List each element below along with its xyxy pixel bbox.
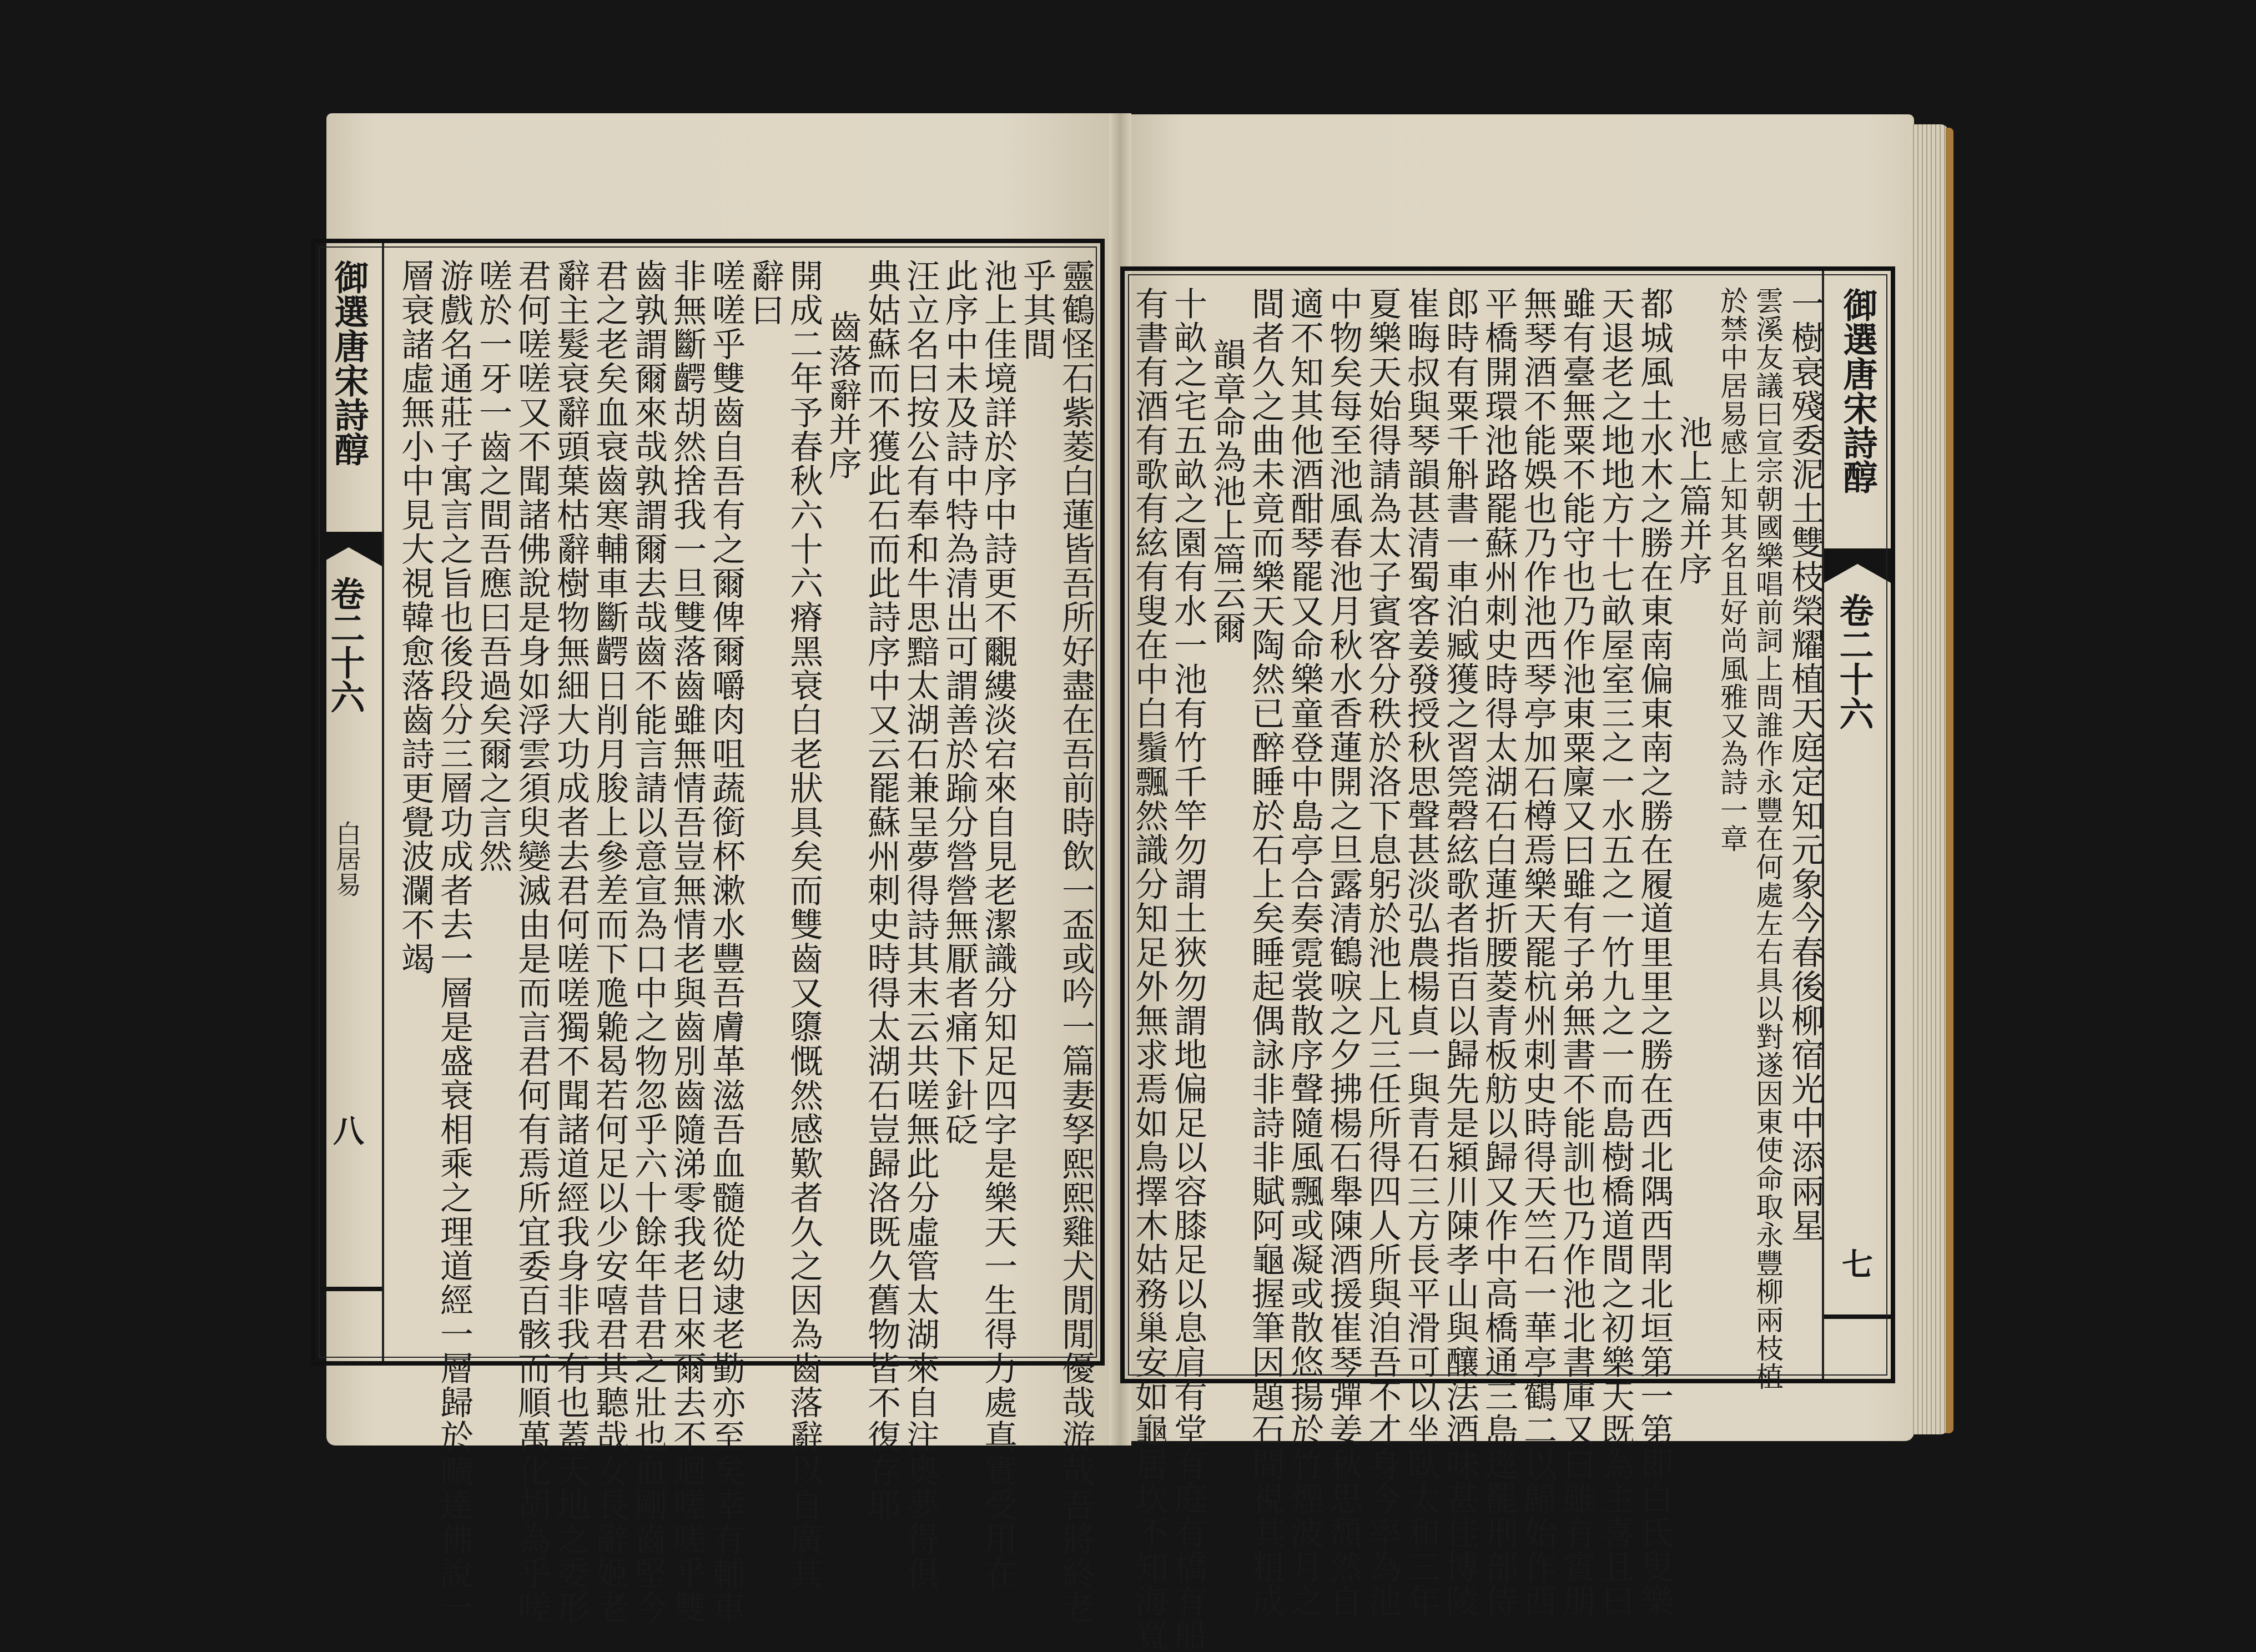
spine-title: 御選唐宋詩醇 (1837, 288, 1878, 494)
fishtail-mark (315, 532, 382, 566)
text-column: 嗟於一牙一齒之間吾應曰吾過矣爾之言然 (474, 259, 512, 873)
text-column: 非無斷齶胡然捨我一旦雙落齒雖無情吾豈無情老與齒別齒隨涕零我老日來爾去不迴嗟嗟乎雙 (668, 259, 707, 1624)
text-column: 乎其間 (1018, 259, 1056, 361)
text-column: 韻章命為池上篇云爾 (1207, 338, 1246, 645)
text-column: 都城風土水木之勝在東南偏東南之勝在履道里里之勝在西北隅西閈北垣第一第即白氏叟樂 (1635, 286, 1674, 1618)
spine-rule (1824, 1314, 1891, 1319)
spine-rule (315, 1287, 382, 1291)
spine-title: 御選唐宋詩醇 (329, 260, 369, 466)
cover-edge (1946, 128, 1953, 1433)
text-column: 汪立名曰按公有奉和牛思黯太湖石兼呈夢得詩其末云共嗟無此分虛管太湖來自注奧夢得俱 (901, 259, 940, 1590)
text-column: 齒孰謂爾來哉孰謂爾去哉齒不能言請以意宣為口中之物忽乎六十餘年昔君之壯也血剛齒堅今 (629, 259, 668, 1624)
left-text-frame (311, 239, 1105, 1624)
text-column: 平橋開環池路罷蘇州刺史時得太湖石白蓮折腰菱青板舫以歸又作中高橋通三島逕罷刑部侍 (1479, 286, 1518, 1618)
fishtail-mark (1824, 548, 1891, 583)
text-column: 郎時有粟千斛書一車泊臧獲之習筦磬絃歌者指百以歸先是潁川陳孝山與釀法酒味甚佳博陵 (1441, 286, 1479, 1618)
text-column-heading: 齒落辭并序 (823, 310, 862, 481)
text-column: 層衰諸虛無小中見大視韓愈落齒詩更覺波瀾不竭 (396, 259, 435, 976)
text-column: 有書有酒有歌有絃有叟在中白鬚飄然識分知足外無求焉如鳥擇木姑務巢安如龜居坎不知海寬 (1130, 286, 1169, 1652)
spine-volume: 卷二十六 (1834, 593, 1874, 731)
text-column: 辭曰 (746, 259, 784, 327)
text-column: 雲溪友議曰宣宗朝國樂唱前詞上問誰作永豐在何處左右具以對遂因東使命取永豐柳兩枝植 (1751, 286, 1784, 1391)
spine-page-number: 七 (1837, 1248, 1874, 1279)
text-column: 君之老矣血衰齒寒輔車斷齶日削月朘上參差而下卼臲曷若何足以少安嘻君其聽哉女長辭姬老 (590, 259, 629, 1624)
text-column: 辭主髮衰辭頭葉枯辭樹物無細大功成者去君何嗟嗟獨不聞諸道經我身非我有也蓋天地之委形 (551, 259, 590, 1624)
text-column: 雖有臺無粟不能守也乃作池東粟廩又曰雖有子弟無書不能訓也乃作池北書庫又曰雖有賓朋 (1557, 286, 1596, 1618)
text-column: 此序中未及詩中特為清出可謂善於踰分營營無厭者痛下針砭 (940, 259, 979, 1146)
right-text-frame (1120, 266, 1895, 1652)
text-column: 無琴酒不能娛也乃作池西琴亭加石樽焉樂天罷杭州刺史時得天竺石一華亭鶴二以歸始作西 (1518, 286, 1557, 1618)
text-column: 池上佳境詳於序中詩更不覼縷淡宕來自見老潔識分知足四字是樂天一生得力處真實受用在 (979, 259, 1018, 1590)
text-column: 中物矣每至池風春池月秋水香蓮開之旦露清鶴唳之夕拂楊石舉陳酒援崔琴彈姜秋思頹然自 (1324, 286, 1363, 1618)
spine-page-number: 八 (328, 1115, 365, 1146)
text-column: 一樹衰殘委泥土雙枝榮耀植天庭定知元象今春後柳宿光中添兩星 (1786, 286, 1825, 1242)
left-spine-strip (315, 243, 384, 1361)
text-column: 君何嗟嗟又不聞諸佛說是身如浮雲須臾變滅由是而言君何有焉所宜委百骸而順萬化胡為乎嗟 (512, 259, 551, 1624)
text-column: 開成二年予春秋六十六瘠黑衰白老狀具矣而雙齒又隳慨然感歎者久之因為齒落辭以自廣其 (784, 259, 823, 1590)
text-column: 天退老之地地方十七畝屋室三之一水五之一竹九之一而島樹橋道間之初樂天既為主喜且曰 (1596, 286, 1635, 1618)
text-column: 嗟嗟乎雙齒自吾有之爾俾爾嚼肉咀蔬銜杯漱水豐吾膚革滋吾血髓從幼逮老勤亦至矣幸有輔車 (707, 259, 746, 1624)
spine-author: 白居易 (332, 820, 362, 897)
text-column: 夏樂天始得請為太子賓客分秩於洛下息躬於池上凡三任所得四人所與洎吾不才身今率為池 (1363, 286, 1402, 1618)
text-column: 於禁中居易感上知其名且好尚風雅又為詩一章 (1716, 286, 1748, 853)
text-column-heading: 池上篇并序 (1674, 415, 1713, 586)
text-column: 典姑蘇而不獲此石而此詩序中又云罷蘇州刺史時得太湖石豈歸洛既久舊物皆不復存耶 (862, 259, 901, 1522)
spine-volume: 卷二十六 (325, 576, 365, 714)
text-column: 間者久之曲未竟而樂天陶然已醉睡於石上矣睡起偶詠非詩非賦阿龜握筆因題石間視其粗成 (1246, 286, 1285, 1618)
text-column: 十畝之宅五畝之園有水一池有竹千竿勿謂土狹勿謂地偏足以容膝足以息肩有堂有庭有橋有船 (1169, 286, 1207, 1652)
right-spine-strip (1822, 271, 1891, 1379)
text-column: 游戲名通莊子寓言之旨也後段分三層功成者去一層是盛衰相乘之理道經一層歸於曠達佛說一 (435, 259, 474, 1624)
text-column: 適不知其他酒酣琴罷又命樂童登中島亭合奏霓裳散序聲隨風飄或凝或散悠揚於竹煙波月之 (1285, 286, 1324, 1618)
text-column: 靈鶴怪石紫菱白蓮皆吾所好盡在吾前時飲一盃或吟一篇妻孥熙熙雞犬閒閒優哉游哉吾將終老 (1056, 259, 1095, 1624)
stacked-page-edges (1910, 124, 1948, 1434)
text-column: 崔晦叔與琴韻甚清蜀客姜發授秋思聲甚淡弘農楊貞一與青石三方長平滑可以坐臥太和三年 (1402, 286, 1441, 1618)
